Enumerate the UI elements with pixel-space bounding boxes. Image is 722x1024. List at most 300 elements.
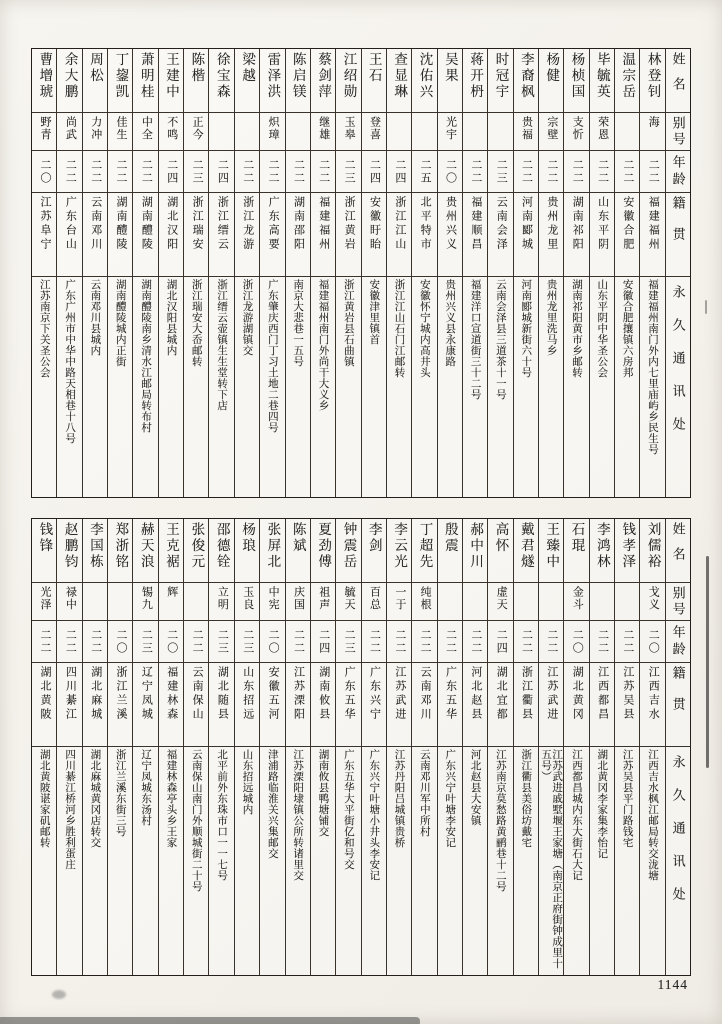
directory-entry-column [514, 519, 539, 975]
person-name: 李裔枫 [518, 52, 534, 100]
person-name: 蒋开枬 [468, 52, 484, 100]
person-alias: 玉皋 [343, 116, 356, 141]
address-cell [488, 747, 512, 975]
person-alias: 光宇 [444, 116, 457, 141]
origin-cell [590, 193, 614, 277]
age-cell [260, 621, 284, 663]
name-cell [209, 519, 233, 583]
person-alias: 戈义 [647, 586, 660, 611]
name-cell [514, 49, 538, 113]
alias-cell [590, 583, 614, 621]
header-column [666, 519, 690, 975]
name-cell [57, 49, 81, 113]
person-name: 蔡剑萍 [316, 52, 332, 100]
person-age: 二二 [292, 158, 305, 185]
person-origin: 湖北宜都 [495, 666, 508, 722]
person-age: 二三 [216, 628, 229, 655]
person-name: 雷泽洪 [265, 52, 281, 100]
name-cell [336, 49, 360, 113]
directory-entry-column [488, 49, 513, 497]
name-cell [514, 519, 538, 583]
origin-cell [108, 193, 132, 277]
origin-cell [336, 663, 360, 747]
person-origin: 江苏武进 [545, 666, 558, 722]
person-alias: 玉良 [241, 586, 254, 611]
person-name: 温宗岳 [620, 52, 636, 100]
origin-cell [564, 193, 588, 277]
origin-cell [235, 663, 259, 747]
person-address: 江苏丹阳吕城镇贵桥 [393, 749, 405, 848]
address-cell [362, 747, 386, 975]
name-cell [564, 519, 588, 583]
alias-cell [83, 113, 107, 151]
name-cell [336, 519, 360, 583]
address-cell [57, 277, 81, 497]
person-address: 浙江龙游湖镇交 [241, 279, 253, 356]
age-cell [615, 151, 639, 193]
alias-cell [108, 113, 132, 151]
person-name: 周松 [88, 52, 103, 84]
age-cell [32, 621, 56, 663]
person-address: 湖南攸县鸭塘铺交 [317, 749, 329, 837]
name-cell [640, 49, 664, 113]
person-name: 钟震岳 [341, 522, 357, 570]
header-alias-label: 别号 [670, 586, 686, 618]
person-alias: 中全 [140, 116, 153, 141]
person-alias: 庆国 [292, 586, 305, 611]
person-alias: 祖声 [317, 586, 330, 611]
alias-cell [488, 583, 512, 621]
address-cell [438, 747, 462, 975]
person-origin: 四川綦江 [64, 666, 77, 722]
header-address-cell [666, 747, 690, 975]
directory-table-top [31, 48, 691, 498]
scan-artifact-right-dot [705, 300, 707, 314]
address-cell [32, 277, 56, 497]
person-address: 湖南醴陵城内正街 [114, 279, 126, 367]
header-alias-cell [666, 583, 690, 621]
person-name: 余大鹏 [62, 52, 78, 100]
origin-cell [336, 193, 360, 277]
person-name: 萧明桂 [138, 52, 154, 100]
alias-cell [32, 113, 56, 151]
age-cell [387, 151, 411, 193]
directory-entry-column [412, 519, 437, 975]
person-origin: 江西吉水 [647, 666, 660, 722]
person-name: 郝中川 [468, 522, 484, 570]
person-origin: 浙江缙云 [216, 196, 229, 252]
age-cell [438, 621, 462, 663]
origin-cell [539, 193, 563, 277]
person-age: 二四 [368, 158, 381, 185]
person-alias: 光泽 [39, 586, 51, 611]
origin-cell [57, 193, 81, 277]
directory-entry-column [133, 49, 158, 497]
person-origin: 湖北随县 [216, 666, 229, 722]
person-origin: 湖南邵阳 [292, 196, 305, 252]
origin-cell [590, 663, 614, 747]
person-alias: 百总 [368, 586, 381, 611]
alias-cell [463, 113, 487, 151]
age-cell [32, 151, 56, 193]
person-address: 安徽怀宁城内高井头 [418, 279, 430, 378]
person-age: 二二 [520, 628, 533, 655]
address-cell [640, 277, 664, 497]
name-cell [108, 519, 132, 583]
person-origin: 北平特市 [419, 196, 432, 252]
person-origin: 山东招远 [241, 666, 254, 722]
alias-cell [57, 583, 81, 621]
origin-cell [311, 193, 335, 277]
directory-entry-column [184, 49, 209, 497]
address-cell [463, 747, 487, 975]
header-alias-label: 别号 [670, 116, 686, 148]
origin-cell [564, 663, 588, 747]
person-origin: 江苏吴县 [621, 666, 634, 722]
person-address: 广东肇庆西门丁习土地二巷四号 [266, 279, 278, 433]
person-name: 江绍勋 [341, 52, 357, 100]
person-name: 郑浙铭 [113, 522, 129, 570]
person-address: 贵州龙里洗马乡 [545, 279, 557, 356]
person-alias: 尚武 [64, 116, 77, 141]
address-cell [412, 277, 436, 497]
person-age: 二四 [216, 158, 229, 185]
alias-cell [640, 583, 664, 621]
address-cell [235, 747, 259, 975]
name-cell [83, 519, 107, 583]
origin-cell [488, 193, 512, 277]
alias-cell [184, 113, 208, 151]
age-cell [235, 621, 259, 663]
person-name: 石琨 [569, 522, 585, 554]
age-cell [336, 621, 360, 663]
name-cell [488, 49, 512, 113]
person-name: 杨健 [544, 52, 560, 84]
person-age: 二二 [64, 158, 77, 185]
address-cell [362, 277, 386, 497]
person-age: 二二 [64, 628, 77, 655]
directory-entry-column [463, 49, 488, 497]
age-cell [488, 621, 512, 663]
header-age-label: 年龄 [670, 624, 686, 659]
person-age: 二三 [191, 158, 204, 185]
name-cell [590, 49, 614, 113]
directory-entry-column [209, 519, 234, 975]
person-alias: 宗壁 [545, 116, 558, 141]
person-origin: 湖南攸县 [317, 666, 330, 722]
alias-cell [514, 113, 538, 151]
person-age: 二〇 [571, 628, 584, 655]
header-address-label: 永久通讯处 [670, 285, 686, 450]
person-age: 二〇 [165, 628, 178, 655]
directory-entry-column [32, 519, 57, 975]
person-name: 刘儒裕 [645, 522, 661, 570]
person-age: 二〇 [647, 628, 660, 655]
alias-cell [412, 113, 436, 151]
person-age: 二二 [444, 628, 457, 655]
directory-entry-column [83, 519, 108, 975]
alias-cell [32, 583, 56, 621]
person-name: 夏劲傅 [316, 522, 332, 570]
person-age: 二二 [317, 158, 330, 185]
address-cell [488, 277, 512, 497]
person-age: 二二 [596, 628, 609, 655]
age-cell [209, 151, 233, 193]
alias-cell [260, 113, 284, 151]
name-cell [184, 519, 208, 583]
directory-entry-column [235, 49, 260, 497]
directory-entry-column [640, 49, 665, 497]
person-address: 湖南醴陵南乡清水江邮局转布村 [140, 279, 152, 433]
person-age: 二四 [495, 628, 508, 655]
alias-cell [108, 583, 132, 621]
person-age: 二二 [571, 158, 584, 185]
person-address: 江西吉水枫江邮局转交泷塘 [646, 749, 658, 881]
person-age: 二三 [343, 628, 356, 655]
age-cell [564, 151, 588, 193]
person-address: 湖南祁阳黄市乡邮转 [570, 279, 582, 378]
name-cell [260, 49, 284, 113]
person-address: 广东五华大平街亿和号交 [342, 749, 354, 870]
origin-cell [260, 193, 284, 277]
directory-entry-column [57, 519, 82, 975]
directory-entry-column [514, 49, 539, 497]
directory-entry-column [387, 519, 412, 975]
age-cell [514, 151, 538, 193]
person-origin: 广东高要 [267, 196, 280, 252]
person-alias: 炽璋 [267, 116, 280, 141]
person-address: 福建洋口宣道街三十二号 [469, 279, 481, 400]
name-cell [260, 519, 284, 583]
person-address: 云南邓川县城内 [89, 279, 101, 356]
address-cell [159, 277, 183, 497]
alias-cell [615, 113, 639, 151]
person-origin: 贵州龙里 [545, 196, 558, 252]
person-name: 徐宝森 [214, 52, 230, 100]
person-name: 王建中 [164, 52, 180, 100]
name-cell [362, 49, 386, 113]
origin-cell [32, 663, 56, 747]
address-cell [615, 277, 639, 497]
address-cell [184, 277, 208, 497]
person-name: 查显琳 [392, 52, 408, 100]
person-alias: 登喜 [368, 116, 381, 141]
person-origin: 贵州兴义 [444, 196, 457, 252]
alias-cell [209, 583, 233, 621]
name-cell [286, 49, 310, 113]
address-cell [209, 747, 233, 975]
person-alias: 虚天 [495, 586, 508, 611]
person-alias: 一于 [393, 586, 406, 611]
person-age: 二〇 [444, 158, 457, 185]
directory-entry-column [463, 519, 488, 975]
origin-cell [286, 193, 310, 277]
person-address: 云南保山南门外顺城街二十号 [190, 749, 202, 892]
age-cell [83, 151, 107, 193]
person-name: 沈佑兴 [417, 52, 433, 100]
directory-entry-column [311, 49, 336, 497]
name-cell [209, 49, 233, 113]
header-name-cell [666, 519, 690, 583]
person-origin: 福建顺昌 [469, 196, 482, 252]
person-address: 湖北麻城黄冈店转交 [89, 749, 101, 848]
origin-cell [615, 663, 639, 747]
columns [32, 49, 690, 497]
name-cell [412, 49, 436, 113]
person-origin: 江苏溧阳 [292, 666, 305, 722]
age-cell [463, 151, 487, 193]
alias-cell [336, 583, 360, 621]
address-cell [133, 277, 157, 497]
alias-cell [387, 113, 411, 151]
name-cell [32, 519, 56, 583]
age-cell [108, 151, 132, 193]
alias-cell [159, 113, 183, 151]
person-age: 二二 [596, 158, 609, 185]
directory-entry-column [590, 519, 615, 975]
alias-cell [184, 583, 208, 621]
person-name: 王石 [366, 52, 382, 84]
person-origin: 辽宁凤城 [140, 666, 153, 722]
age-cell [387, 621, 411, 663]
person-address: 安徽合肥攘镇六房邦 [621, 279, 633, 378]
origin-cell [362, 193, 386, 277]
person-alias: 野青 [39, 116, 51, 141]
alias-cell [235, 113, 259, 151]
name-cell [235, 49, 259, 113]
person-origin: 浙江江山 [393, 196, 406, 252]
alias-cell [539, 113, 563, 151]
alias-cell [564, 583, 588, 621]
person-address: 浙江缙云壶镇生生堂转下店 [216, 279, 228, 411]
person-age: 二〇 [267, 628, 280, 655]
directory-entry-column [159, 49, 184, 497]
address-cell [438, 277, 462, 497]
origin-cell [32, 193, 56, 277]
person-alias: 金斗 [571, 586, 584, 611]
person-address: 北平前外东珠市口一一七号 [216, 749, 228, 881]
origin-cell [108, 663, 132, 747]
directory-entry-column [336, 519, 361, 975]
name-cell [108, 49, 132, 113]
directory-entry-column [615, 49, 640, 497]
name-cell [159, 519, 183, 583]
person-name: 杨琅 [240, 522, 256, 554]
person-origin: 云南邓川 [419, 666, 432, 722]
age-cell [640, 621, 664, 663]
name-cell [564, 49, 588, 113]
alias-cell [260, 583, 284, 621]
age-cell [438, 151, 462, 193]
age-cell [184, 621, 208, 663]
directory-entry-column [57, 49, 82, 497]
name-cell [615, 519, 639, 583]
person-age: 二〇 [39, 158, 51, 185]
name-cell [463, 49, 487, 113]
alias-cell [615, 583, 639, 621]
age-cell [311, 621, 335, 663]
age-cell [412, 621, 436, 663]
person-name: 梁越 [240, 52, 256, 84]
person-name: 李云光 [392, 522, 408, 570]
person-name: 赵鹏钧 [62, 522, 78, 570]
person-name: 陈楷 [189, 52, 205, 84]
person-origin: 福建福州 [647, 196, 660, 252]
directory-entry-column [362, 49, 387, 497]
person-address: 广东广州市中华中路天相巷十八号 [64, 279, 76, 444]
name-cell [133, 49, 157, 113]
age-cell [286, 621, 310, 663]
origin-cell [260, 663, 284, 747]
name-cell [311, 519, 335, 583]
person-origin: 安徽盱眙 [368, 196, 381, 252]
address-cell [336, 747, 360, 975]
person-address: 浙江黄岩县石曲镇 [342, 279, 354, 367]
name-cell [32, 49, 56, 113]
person-origin: 山东平阴 [596, 196, 609, 252]
person-name: 赫天浪 [138, 522, 154, 570]
person-age: 二三 [140, 628, 153, 655]
person-origin: 云南保山 [191, 666, 204, 722]
alias-cell [159, 583, 183, 621]
header-address-label: 永久通讯处 [670, 755, 686, 920]
person-origin: 湖北麻城 [89, 666, 102, 722]
age-cell [133, 621, 157, 663]
header-age-label: 年龄 [670, 154, 686, 189]
person-name: 邵德铨 [214, 522, 230, 570]
directory-entry-column [336, 49, 361, 497]
person-name: 毕毓英 [594, 52, 610, 100]
alias-cell [133, 113, 157, 151]
person-name: 李鸿林 [594, 522, 610, 570]
person-origin: 浙江兰溪 [115, 666, 128, 722]
person-age: 二二 [469, 628, 482, 655]
person-origin: 安徽合肥 [621, 196, 634, 252]
directory-entry-column [615, 519, 640, 975]
person-origin: 湖南醴陵 [115, 196, 128, 252]
age-cell [159, 151, 183, 193]
address-cell [564, 747, 588, 975]
directory-entry-column [564, 49, 589, 497]
person-name: 丁鋆凯 [113, 52, 129, 100]
directory-entry-column [286, 49, 311, 497]
alias-cell [564, 113, 588, 151]
person-origin: 湖北汉阳 [165, 196, 178, 252]
origin-cell [57, 663, 81, 747]
origin-cell [83, 193, 107, 277]
age-cell [514, 621, 538, 663]
person-origin: 江苏武进 [393, 666, 406, 722]
name-cell [235, 519, 259, 583]
directory-entry-column [108, 519, 133, 975]
name-cell [184, 49, 208, 113]
person-name: 戴君燧 [518, 522, 534, 570]
person-address: 湖北汉阳县城内 [165, 279, 177, 356]
directory-entry-column [590, 49, 615, 497]
age-cell [311, 151, 335, 193]
age-cell [488, 151, 512, 193]
person-address: 贵州兴义县永康路 [444, 279, 456, 367]
directory-entry-column [260, 519, 285, 975]
address-cell [108, 747, 132, 975]
person-origin: 浙江瑞安 [191, 196, 204, 252]
person-origin: 浙江衢县 [520, 666, 533, 722]
person-alias: 佳生 [115, 116, 128, 141]
person-address: 江苏南京莫愁路黄鹂巷十二号 [494, 749, 506, 892]
name-cell [133, 519, 157, 583]
origin-cell [133, 193, 157, 277]
address-cell [57, 747, 81, 975]
